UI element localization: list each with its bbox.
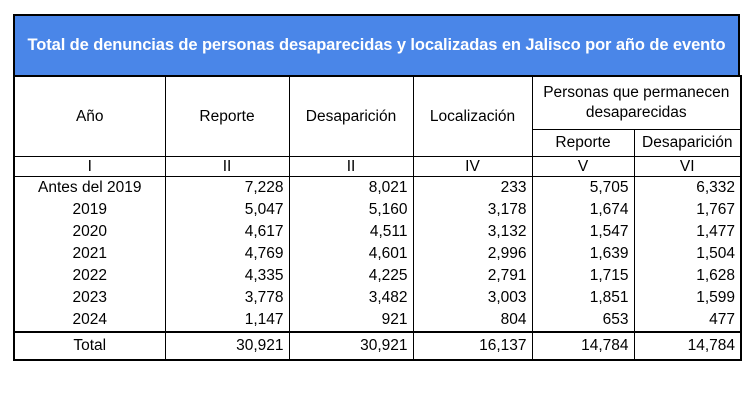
total-row xyxy=(14,332,741,360)
cell-desaparicion: 8,021 xyxy=(289,177,413,200)
cell-perm-desaparicion: 6,332 xyxy=(634,177,741,200)
cell-anio: 2019 xyxy=(14,199,165,221)
cell-localizacion: 804 xyxy=(413,309,532,332)
cell-reporte: 4,769 xyxy=(165,243,289,265)
roman-label: V xyxy=(532,157,634,177)
cell-total-perm-reporte: 14,784 xyxy=(532,332,634,360)
cell-localizacion: 3,132 xyxy=(413,221,532,243)
header-reporte: Reporte xyxy=(165,76,289,157)
cell-perm-reporte: 1,715 xyxy=(532,265,634,287)
cell-perm-reporte: 5,705 xyxy=(532,177,634,200)
cell-localizacion: 3,178 xyxy=(413,199,532,221)
cell-anio: 2022 xyxy=(14,265,165,287)
cell-anio: 2021 xyxy=(14,243,165,265)
cell-perm-reporte: 1,851 xyxy=(532,287,634,309)
cell-perm-desaparicion: 1,628 xyxy=(634,265,741,287)
cell-localizacion: 233 xyxy=(413,177,532,200)
header-desaparicion: Desaparición xyxy=(289,76,413,157)
roman-label: II xyxy=(289,157,413,177)
table-container xyxy=(13,14,740,361)
cell-desaparicion: 5,160 xyxy=(289,199,413,221)
cell-reporte: 5,047 xyxy=(165,199,289,221)
cell-total-localizacion: 16,137 xyxy=(413,332,532,360)
header-localizacion: Localización xyxy=(413,76,532,157)
cell-desaparicion: 4,601 xyxy=(289,243,413,265)
table-row xyxy=(14,309,741,332)
roman-label: II xyxy=(165,157,289,177)
cell-perm-reporte: 1,639 xyxy=(532,243,634,265)
table-title: Total de denuncias de personas desaparecidas y localizadas en Jalisco por año de evento xyxy=(13,14,740,75)
table-row xyxy=(14,287,741,309)
cell-perm-reporte: 1,674 xyxy=(532,199,634,221)
cell-total-label: Total xyxy=(14,332,165,360)
cell-total-reporte: 30,921 xyxy=(165,332,289,360)
cell-anio: 2023 xyxy=(14,287,165,309)
cell-reporte: 7,228 xyxy=(165,177,289,200)
header-sub-desaparicion: Desaparición xyxy=(634,130,741,157)
cell-perm-reporte: 1,547 xyxy=(532,221,634,243)
cell-anio: Antes del 2019 xyxy=(14,177,165,200)
cell-anio: 2024 xyxy=(14,309,165,332)
cell-perm-desaparicion: 1,477 xyxy=(634,221,741,243)
cell-reporte: 1,147 xyxy=(165,309,289,332)
cell-perm-reporte: 653 xyxy=(532,309,634,332)
cell-reporte: 4,617 xyxy=(165,221,289,243)
table-row xyxy=(14,177,741,200)
cell-total-perm-desaparicion: 14,784 xyxy=(634,332,741,360)
header-permanecen: Personas que permanecen desaparecidas xyxy=(532,76,741,130)
header-anio: Año xyxy=(14,76,165,157)
cell-perm-desaparicion: 1,599 xyxy=(634,287,741,309)
table-row xyxy=(14,265,741,287)
table-row xyxy=(14,243,741,265)
header-sub-reporte: Reporte xyxy=(532,130,634,157)
cell-reporte: 3,778 xyxy=(165,287,289,309)
cell-anio: 2020 xyxy=(14,221,165,243)
cell-desaparicion: 921 xyxy=(289,309,413,332)
cell-reporte: 4,335 xyxy=(165,265,289,287)
cell-desaparicion: 4,225 xyxy=(289,265,413,287)
roman-label: VI xyxy=(634,157,741,177)
cell-localizacion: 2,996 xyxy=(413,243,532,265)
cell-desaparicion: 4,511 xyxy=(289,221,413,243)
cell-perm-desaparicion: 1,504 xyxy=(634,243,741,265)
roman-label: I xyxy=(14,157,165,177)
table-row xyxy=(14,199,741,221)
cell-perm-desaparicion: 1,767 xyxy=(634,199,741,221)
roman-label: IV xyxy=(413,157,532,177)
table-row xyxy=(14,221,741,243)
cell-total-desaparicion: 30,921 xyxy=(289,332,413,360)
cell-localizacion: 2,791 xyxy=(413,265,532,287)
cell-perm-desaparicion: 477 xyxy=(634,309,741,332)
data-table xyxy=(13,75,742,361)
cell-localizacion: 3,003 xyxy=(413,287,532,309)
cell-desaparicion: 3,482 xyxy=(289,287,413,309)
